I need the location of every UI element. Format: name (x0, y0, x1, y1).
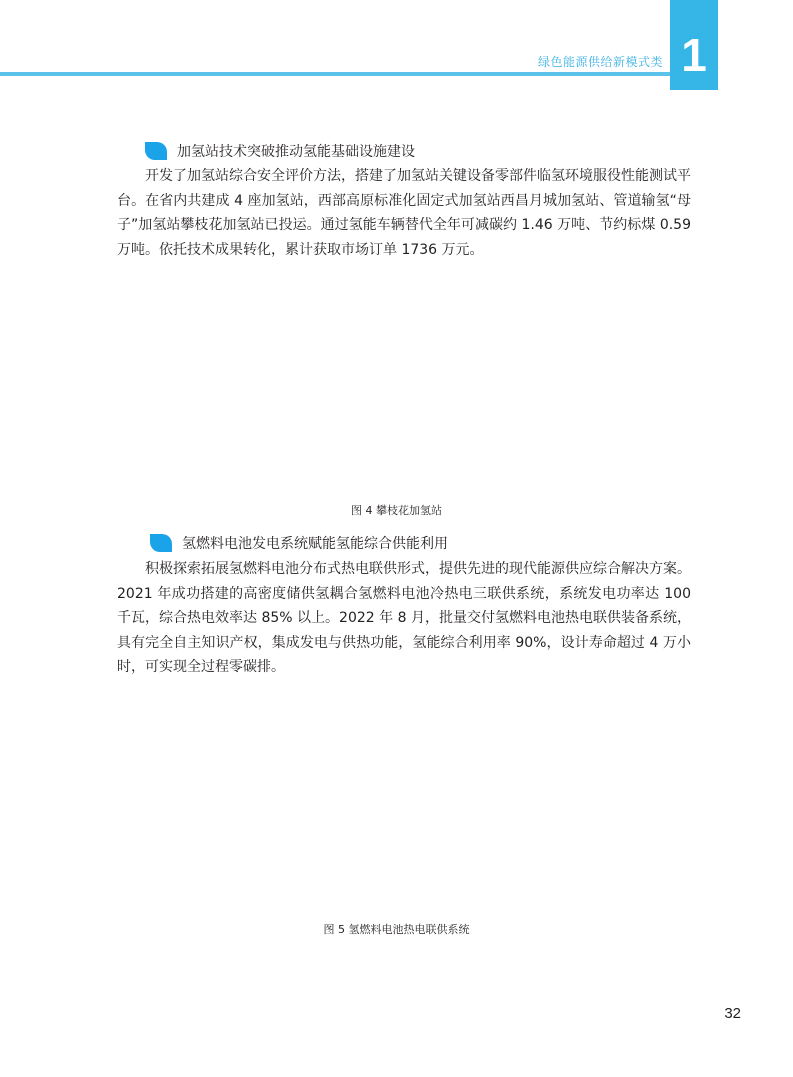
section-heading-text: 加氢站技术突破推动氢能基础设施建设 (177, 144, 415, 160)
section-heading-fuel-cell (150, 533, 448, 553)
header-divider (0, 72, 670, 76)
figure-placeholder (117, 690, 691, 910)
section-heading-hydrogen-station (145, 141, 415, 161)
section-paragraph (117, 557, 691, 680)
section-label: 绿色能源供给新模式类 (537, 55, 663, 69)
figure-caption: 图 4 攀枝花加氢站 (351, 504, 442, 517)
leaf-bullet-icon (145, 142, 167, 160)
page-number: 32 (724, 1005, 741, 1022)
paragraph-text: 开发了加氢站综合安全评价方法，搭建了加氢站关键设备零部件临氢环境服役性能测试平台。在省内共建成 4 座加氢站，西部高原标准化固定式加氢站西昌月城加氢站、管道输氢“母子”加氢站攀枝花加氢站已投运。通过氢能车辆替代全年可减碳约 1.46 万吨、节约标煤 0.59 万吨。依托技术成果转化，累计获取市场订单 1736 万元。 (117, 168, 691, 258)
chapter-number: 1 (681, 29, 707, 81)
leaf-bullet-icon (150, 534, 172, 552)
section-heading-text: 氢燃料电池发电系统赋能氢能综合供能利用 (182, 536, 448, 552)
paragraph-text: 积极探索拓展氢燃料电池分布式热电联供形式，提供先进的现代能源供应综合解决方案。2021 年成功搭建的高密度储供氢耦合氢燃料电池冷热电三联供系统，系统发电功率达 100 千瓦，综合热电效率达 85% 以上。2022 年 8 月，批量交付氢燃料电池热电联供装备系统，具有完全自主知识产权，集成发电与供热功能，氢能综合利用率 90%，设计寿命超过 4 万小时，可实现全过程零碳排。 (117, 561, 691, 675)
section-paragraph (117, 164, 691, 262)
figure-placeholder (117, 270, 691, 495)
figure-caption: 图 5 氢燃料电池热电联供系统 (323, 923, 470, 936)
